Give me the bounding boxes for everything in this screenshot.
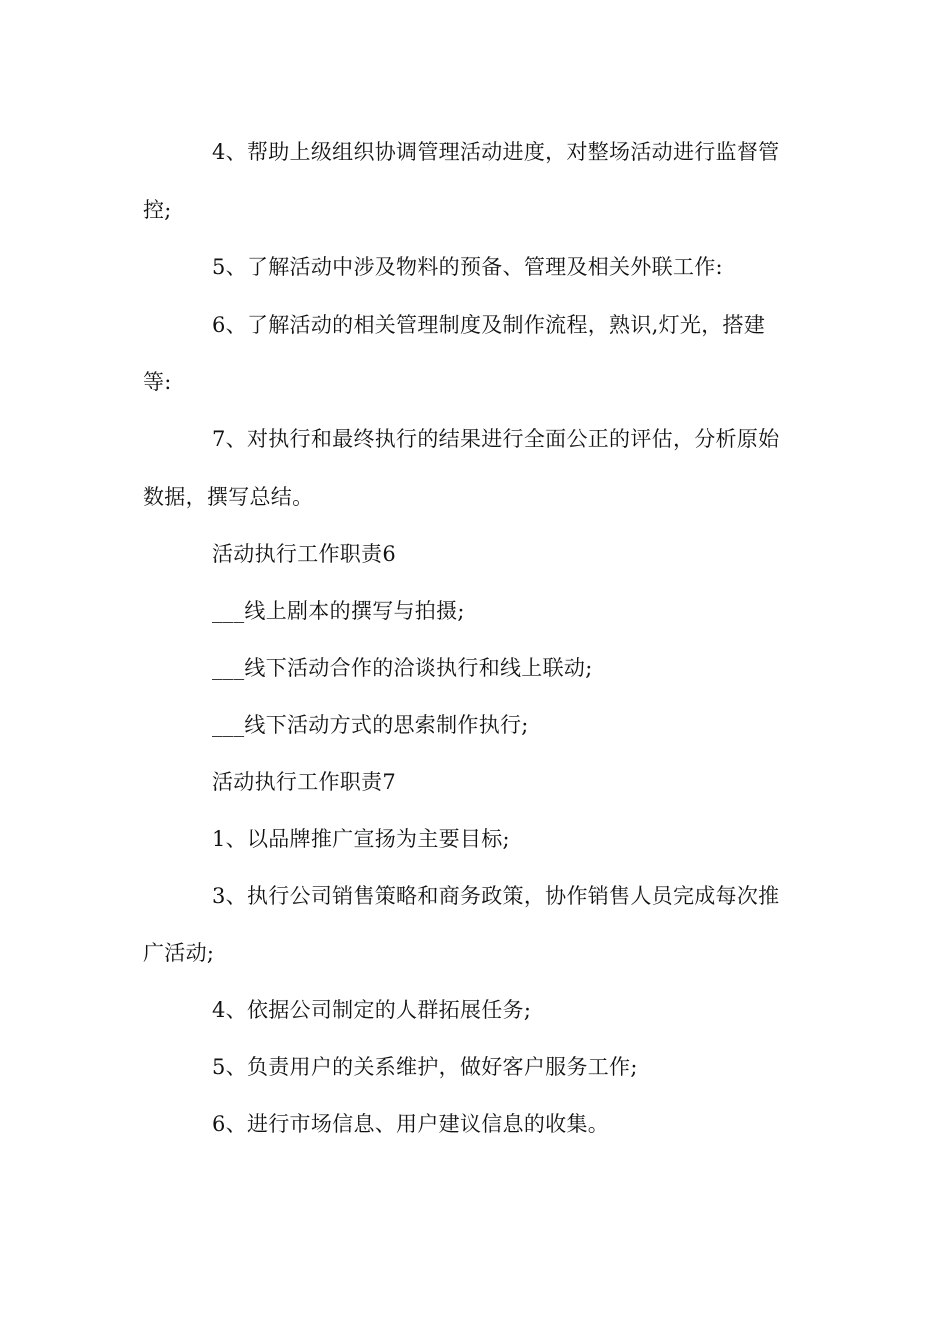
paragraph-line: 1、以品牌推广宣扬为主要目标; — [212, 827, 510, 851]
paragraph-line: 6、了解活动的相关管理制度及制作流程，熟识,灯光，搭建 — [212, 313, 766, 337]
paragraph-line: ___线下活动方式的思索制作执行; — [212, 713, 529, 737]
paragraph-line: 3、执行公司销售策略和商务政策，协作销售人员完成每次推 — [212, 884, 780, 908]
paragraph-line: 控; — [143, 198, 172, 222]
paragraph-line: ___线上剧本的撰写与拍摄; — [212, 599, 465, 623]
paragraph-line: 4、帮助上级组织协调管理活动进度，对整场活动进行监督管 — [212, 140, 780, 164]
paragraph-line: 数据，撰写总结。 — [143, 485, 314, 509]
paragraph-line: ___线下活动合作的洽谈执行和线上联动; — [212, 656, 593, 680]
section-heading: 活动执行工作职责7 — [212, 770, 397, 794]
paragraph-line: 4、依据公司制定的人群拓展任务; — [212, 998, 532, 1022]
paragraph-line: 5、了解活动中涉及物料的预备、管理及相关外联工作: — [212, 255, 723, 279]
paragraph-line: 7、对执行和最终执行的结果进行全面公正的评估，分析原始 — [212, 427, 780, 451]
paragraph-line: 等: — [143, 370, 172, 394]
paragraph-line: 5、负责用户的关系维护，做好客户服务工作; — [212, 1055, 638, 1079]
section-heading: 活动执行工作职责6 — [212, 542, 397, 566]
paragraph-line: 6、进行市场信息、用户建议信息的收集。 — [212, 1112, 610, 1136]
paragraph-line: 广活动; — [143, 941, 215, 965]
